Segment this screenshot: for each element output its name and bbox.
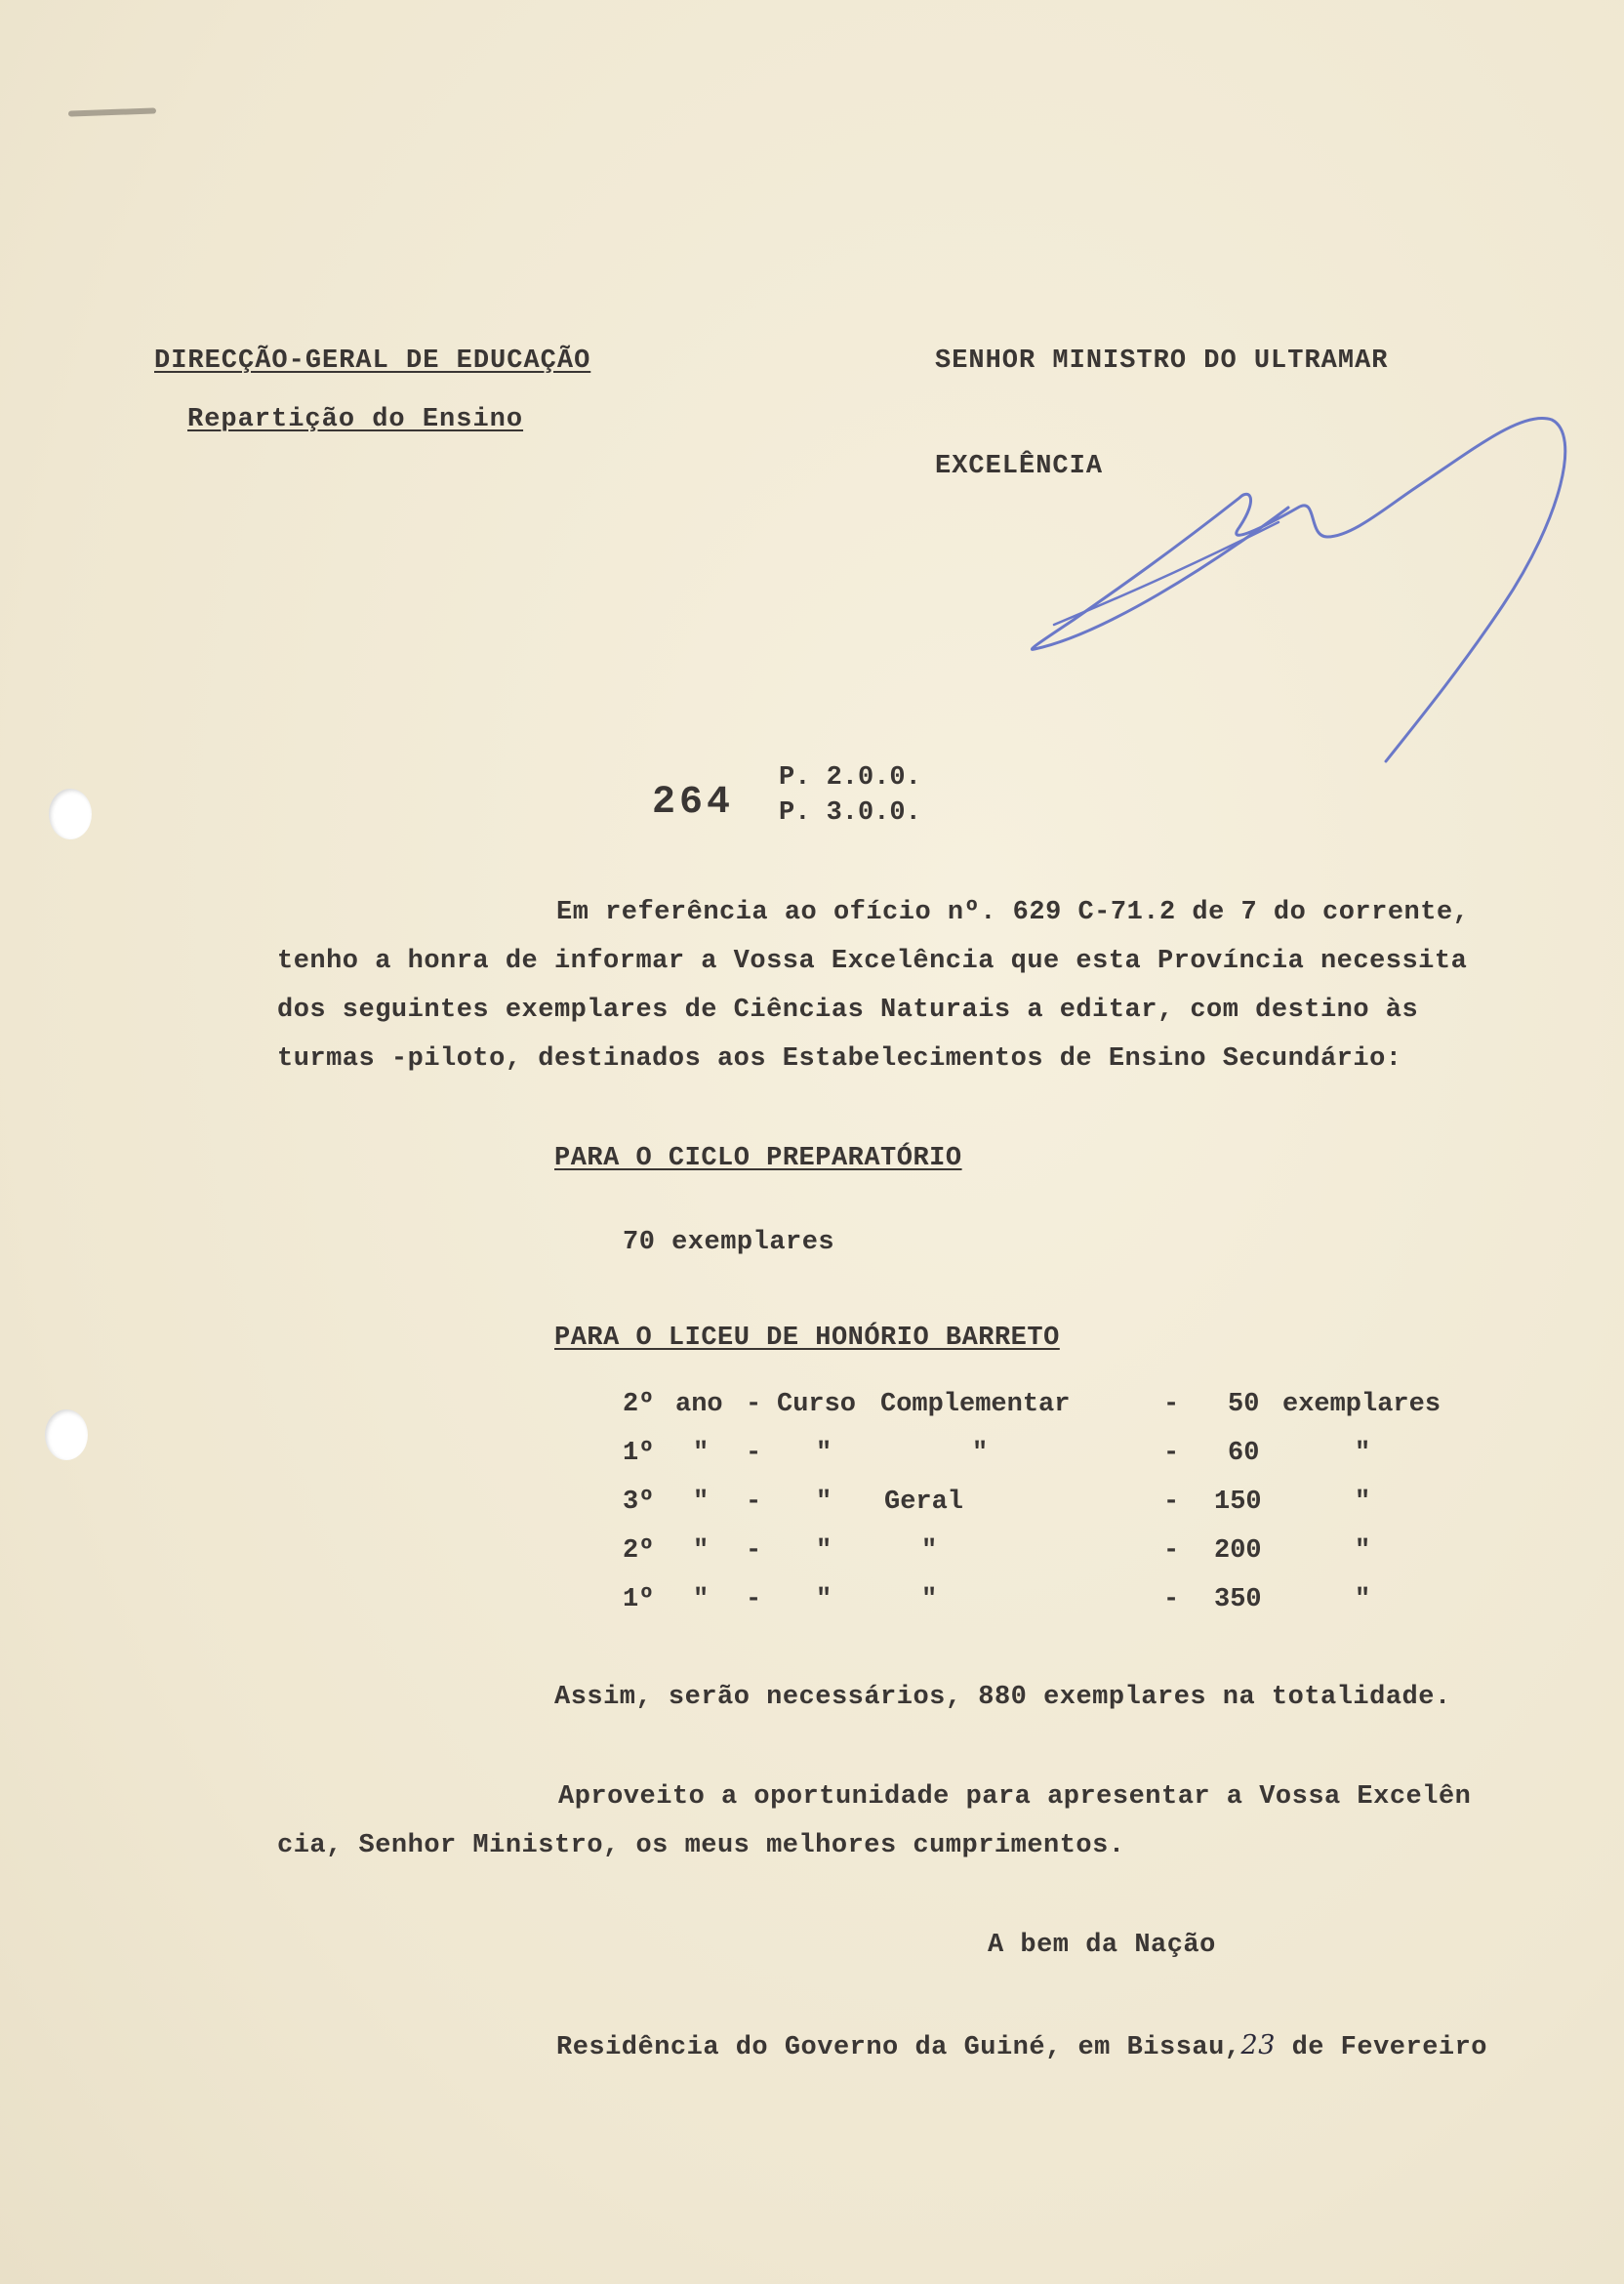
handwritten-day: 23 [1240, 2030, 1276, 2060]
table-dash: - [1163, 1488, 1180, 1517]
department-heading: DIRECÇÃO-GERAL DE EDUCAÇÃO [154, 347, 591, 376]
table-dash: - [746, 1488, 762, 1517]
total-line: Assim, serão necessários, 880 exemplares na totalidade. [554, 1683, 1451, 1712]
paragraph-1-line-3: dos seguintes exemplares de Ciências Naturais a editar, com destino às [277, 996, 1419, 1025]
punch-hole-bottom [45, 1409, 88, 1460]
table-ano: ano [675, 1390, 723, 1419]
table-quantity: 350 [1214, 1585, 1262, 1614]
signature-drawing [1015, 390, 1581, 820]
table-year: 2º [623, 1536, 655, 1566]
table-dash: - [1163, 1585, 1180, 1614]
table-course: " [816, 1439, 832, 1468]
section-heading: Repartição do Ensino [187, 405, 524, 434]
table-type: " [921, 1536, 938, 1566]
paragraph-1-line-2: tenho a honra de informar a Vossa Excelência que esta Província necessita [277, 947, 1468, 976]
table-unit: exemplares [1282, 1390, 1441, 1419]
closing-line-2: cia, Senhor Ministro, os meus melhores cumprimentos. [277, 1831, 1125, 1860]
table-type: " [972, 1439, 989, 1468]
table-year: 1º [623, 1585, 655, 1614]
section-liceu-title: PARA O LICEU DE HONÓRIO BARRETO [554, 1324, 1060, 1353]
table-year: 2º [623, 1390, 655, 1419]
table-dash: - [746, 1439, 762, 1468]
paper-mark [68, 107, 156, 116]
table-ano: " [693, 1536, 710, 1566]
section-ciclo-title: PARA O CICLO PREPARATÓRIO [554, 1144, 962, 1173]
table-ano: " [693, 1439, 710, 1468]
punch-hole-top [49, 789, 92, 839]
place-date-line [556, 2030, 1487, 2062]
table-dash: - [1163, 1536, 1180, 1566]
motto: A bem da Nação [988, 1931, 1216, 1960]
salutation: EXCELÊNCIA [935, 452, 1104, 481]
table-unit: " [1355, 1585, 1371, 1614]
table-dash: - [746, 1536, 762, 1566]
table-quantity: 60 [1228, 1439, 1260, 1468]
table-type: " [921, 1585, 938, 1614]
paragraph-1-line-1: Em referência ao ofício nº. 629 C-71.2 de 7 do corrente, [556, 898, 1470, 927]
section-ciclo-quantity: 70 exemplares [623, 1228, 835, 1257]
table-course: Curso [777, 1390, 857, 1419]
table-unit: " [1355, 1488, 1371, 1517]
closing-line-1: Aproveito a oportunidade para apresentar a Vossa Excelên [558, 1782, 1472, 1812]
table-ano: " [693, 1488, 710, 1517]
table-course: " [816, 1536, 832, 1566]
table-dash: - [1163, 1390, 1180, 1419]
process-code-1: P. 2.0.0. [779, 763, 921, 793]
table-quantity: 50 [1228, 1390, 1260, 1419]
addressee: SENHOR MINISTRO DO ULTRAMAR [935, 347, 1389, 376]
table-course: " [816, 1488, 832, 1517]
table-unit: " [1355, 1536, 1371, 1566]
paragraph-1-line-4: turmas -piloto, destinados aos Estabelecimentos de Ensino Secundário: [277, 1044, 1402, 1074]
place-suffix: de Fevereiro [1291, 2033, 1488, 2062]
table-year: 3º [623, 1488, 655, 1517]
process-code-2: P. 3.0.0. [779, 798, 921, 828]
place-prefix: Residência do Governo da Guiné, em Bissau, [556, 2033, 1241, 2062]
reference-number: 264 [652, 781, 735, 825]
table-course: " [816, 1585, 832, 1614]
table-unit: " [1355, 1439, 1371, 1468]
table-dash: - [746, 1390, 762, 1419]
table-type: Geral [884, 1488, 964, 1517]
table-dash: - [1163, 1439, 1180, 1468]
table-type: Complementar [880, 1390, 1071, 1419]
table-year: 1º [623, 1439, 655, 1468]
table-dash: - [746, 1585, 762, 1614]
table-quantity: 150 [1214, 1488, 1262, 1517]
table-quantity: 200 [1214, 1536, 1262, 1566]
table-ano: " [693, 1585, 710, 1614]
